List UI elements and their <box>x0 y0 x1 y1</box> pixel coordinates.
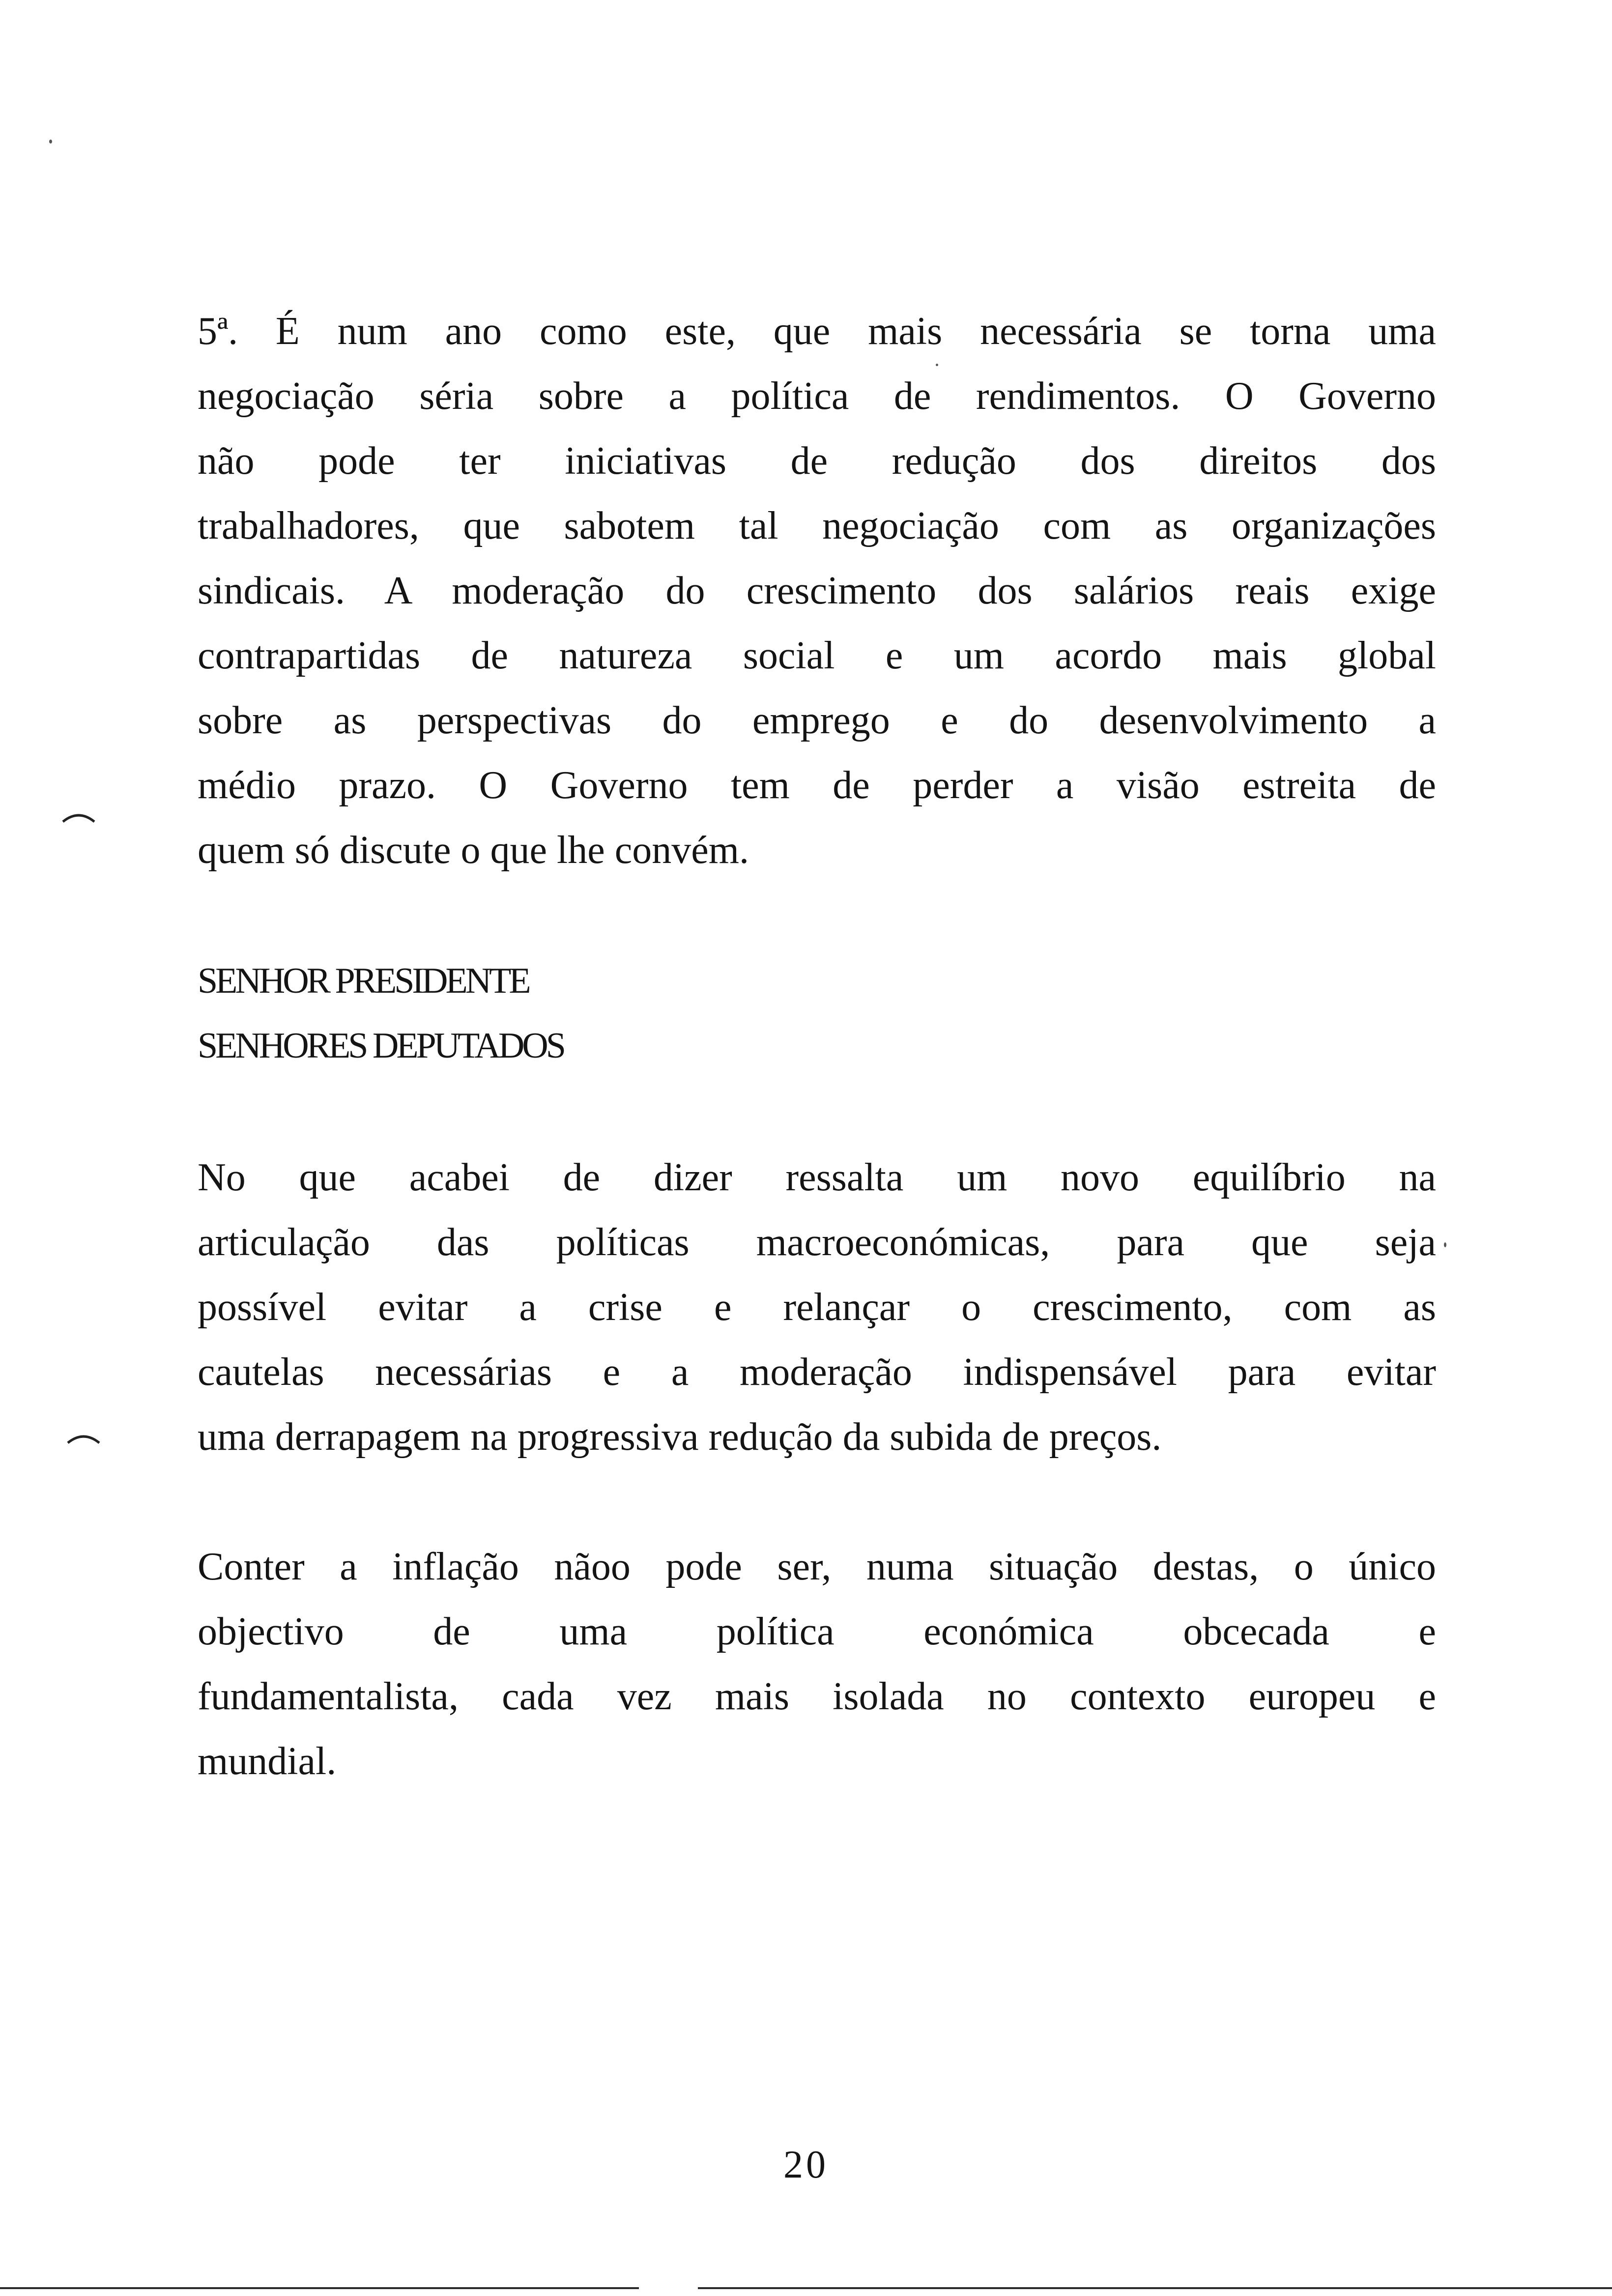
margin-arc-mark <box>62 812 95 823</box>
scan-speck <box>936 364 938 366</box>
bottom-edge-rule <box>698 2287 1612 2289</box>
paragraph-3 <box>198 1534 1436 1794</box>
paragraph-line: trabalhadores, que sabotem tal negociação com as organizações <box>198 504 1436 547</box>
salutation <box>198 948 564 1078</box>
paragraph-line: sobre as perspectivas do emprego e do desenvolvimento a <box>198 699 1436 742</box>
paragraph-line: possível evitar a crise e relançar o crescimento, com as <box>198 1286 1436 1329</box>
paragraph-line: contrapartidas de natureza social e um acordo mais global <box>198 634 1436 677</box>
paragraph-line: cautelas necessárias e a moderação indispensável para evitar <box>198 1350 1436 1394</box>
paragraph-line: quem só discute o que lhe convém. <box>198 829 749 872</box>
salutation-line-president: SENHOR PRESIDENTE <box>198 961 529 1001</box>
paragraph-line: Conter a inflação nãoo pode ser, numa situação destas, o único <box>198 1545 1436 1588</box>
paragraph-line: fundamentalista, cada vez mais isolada no contexto europeu e <box>198 1675 1436 1718</box>
page-number: 20 <box>783 2143 829 2186</box>
paragraph-line: articulação das políticas macroeconómicas, para que seja <box>198 1221 1436 1264</box>
paragraph-line: negociação séria sobre a política de rendimentos. O Governo <box>198 374 1436 418</box>
bottom-edge-rule <box>0 2287 639 2289</box>
paragraph-line: 5ª. É num ano como este, que mais necessária se torna uma <box>198 310 1436 353</box>
paragraph-line: sindicais. A moderação do crescimento dos salários reais exige <box>198 569 1436 612</box>
paragraph-line: No que acabei de dizer ressalta um novo equilíbrio na <box>198 1156 1436 1199</box>
paragraph-2 <box>198 1145 1436 1469</box>
scan-speck <box>1444 1242 1446 1247</box>
paragraph-line: não pode ter iniciativas de redução dos direitos dos <box>198 439 1436 483</box>
salutation-line-deputies: SENHORES DEPUTADOS <box>198 1026 564 1066</box>
paragraph-line: médio prazo. O Governo tem de perder a visão estreita de <box>198 764 1436 807</box>
paragraph-line: objectivo de uma política económica obcecada e <box>198 1610 1436 1653</box>
scan-speck <box>49 140 52 144</box>
paragraph-1 <box>198 299 1436 883</box>
paragraph-line: mundial. <box>198 1740 337 1783</box>
margin-arc-mark <box>67 1433 100 1444</box>
paragraph-line: uma derrapagem na progressiva redução da subida de preços. <box>198 1415 1162 1459</box>
